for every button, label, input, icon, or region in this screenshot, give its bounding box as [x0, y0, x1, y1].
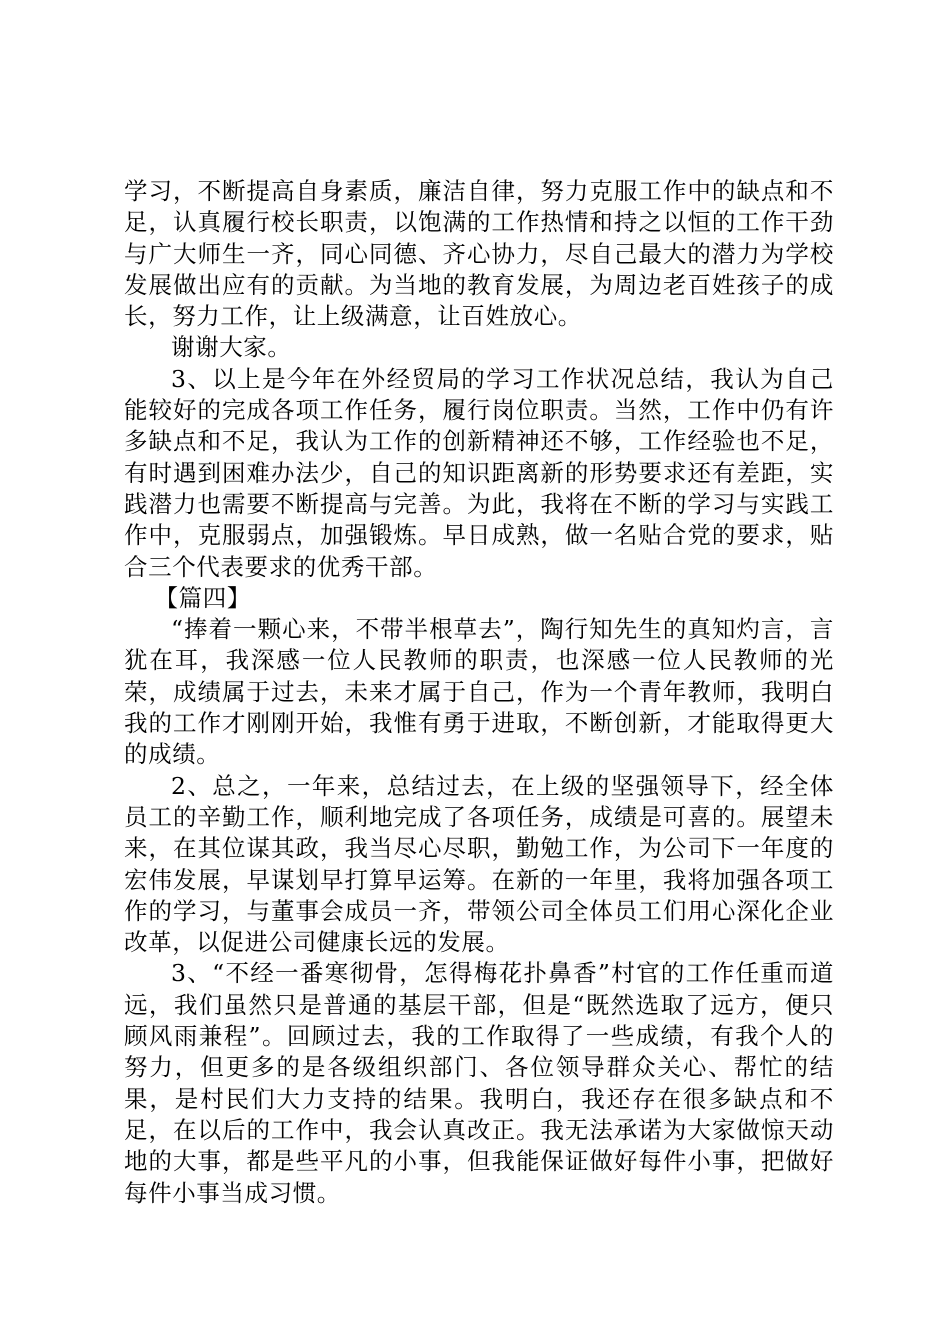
- paragraph-quote-teacher: “捧着一颗心来，不带半根草去”，陶行知先生的真知灼言，言犹在耳，我深感一位人民教师的职责，也深感一位人民教师的光荣，成绩属于过去，未来才属于自己，作为一个青年教师，我明白我的工作才刚刚开始，我惟有勇于进取，不断创新，才能取得更大的成绩。: [124, 615, 834, 769]
- section-heading-part-four: 【篇四】: [154, 583, 251, 612]
- paragraph-continuation: 学习，不断提高自身素质，廉洁自律，努力克服工作中的缺点和不足，认真履行校长职责，以饱满的工作热情和持之以恒的工作干劲与广大师生一齐，同心同德、齐心协力，尽自己最大的潜力为学校发展做出应有的贡献。为当地的教育发展，为周边老百姓孩子的成长，努力工作，让上级满意，让百姓放心。: [124, 177, 834, 331]
- document-body: [124, 176, 834, 1209]
- paragraph-summary-2: 2、总之，一年来，总结过去，在上级的坚强领导下，经全体员工的辛勤工作，顺利地完成了各项任务，成绩是可喜的。展望未来，在其位谋其政，我当尽心尽职，勤勉工作，为公司下一年度的宏伟发展，早谋划早打算早运筹。在新的一年里，我将加强各项工作的学习，与董事会成员一齐，带领公司全体员工们用心深化企业改革，以促进公司健康长远的发展。: [124, 771, 834, 957]
- paragraph-thanks: 谢谢大家。: [171, 333, 292, 362]
- paragraph-summary-3: 3、以上是今年在外经贸局的学习工作状况总结，我认为自己能较好的完成各项工作任务，履行岗位职责。当然，工作中仍有许多缺点和不足，我认为工作的创新精神还不够，工作经验也不足，有时遇到困难办法少，自己的知识距离新的形势要求还有差距，实践潜力也需要不断提高与完善。为此，我将在不断的学习与实践工作中，克服弱点，加强锻炼。早日成熟，做一名贴合党的要求，贴合三个代表要求的优秀干部。: [124, 364, 834, 581]
- paragraph-village-official: 3、“不经一番寒彻骨，怎得梅花扑鼻香”村官的工作任重而道远，我们虽然只是普通的基层干部，但是“既然选取了远方，便只顾风雨兼程”。回顾过去，我的工作取得了一些成绩，有我个人的努力，但更多的是各级组织部门、各位领导群众关心、帮忙的结果，是村民们大力支持的结果。我明白，我还存在很多缺点和不足，在以后的工作中，我会认真改正。我无法承诺为大家做惊天动地的大事，都是些平凡的小事，但我能保证做好每件小事，把做好每件小事当成习惯。: [124, 959, 834, 1207]
